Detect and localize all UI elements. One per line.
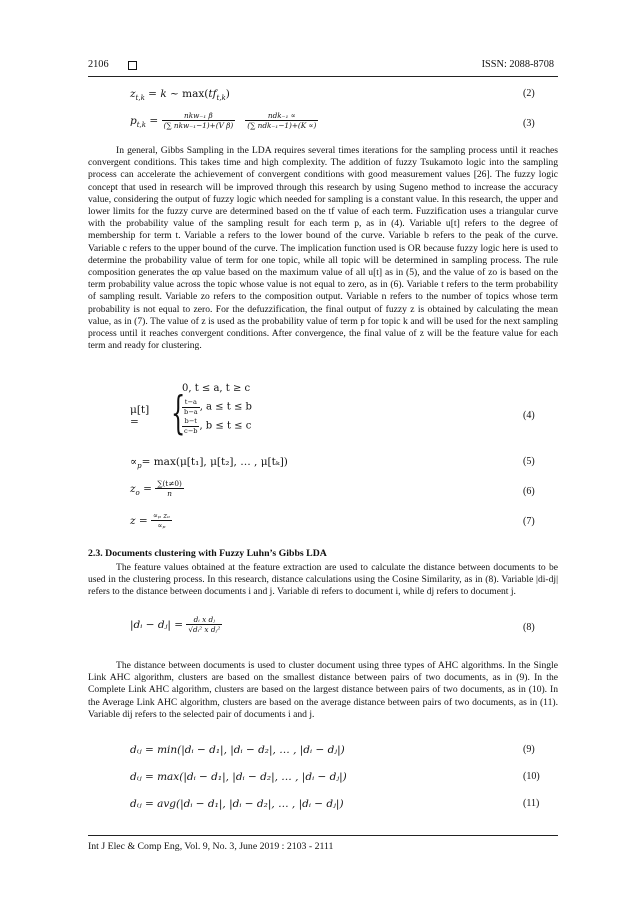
section-title: 2.3. Documents clustering with Fuzzy Luhn’s Gibbs LDA — [88, 548, 327, 559]
eq6-numerator: ∑(t≠0) — [157, 479, 182, 488]
eq3-lhs-sub: t,k — [136, 120, 147, 129]
eq6-fraction — [155, 480, 184, 498]
eq4-case3-den: c−b — [184, 426, 198, 435]
eq10-expression: dᵢⱼ = max(|dᵢ − d₁|, |dᵢ − d₂|, … , |dᵢ − dⱼ|) — [130, 771, 347, 783]
eq4-lhs: μ[t] = — [130, 404, 150, 428]
eq2-tf-sub: t,k — [216, 94, 226, 103]
eq8-denominator — [186, 625, 222, 633]
eq7-lhs: z = — [130, 514, 152, 527]
paragraph-fuzzy-sampling — [88, 145, 558, 352]
eq4-case2-den: b−a — [184, 407, 198, 416]
eq3-f1-denominator: (∑ nkw₋₁−1)+(V β) — [163, 121, 234, 131]
page-footer: Int J Elec & Comp Eng, Vol. 9, No. 3, June 2019 : 2103 - 2111 — [88, 841, 334, 852]
eq4-case2-cond: , a ≤ t ≤ b — [199, 401, 252, 413]
eq3-lhs: p — [130, 114, 137, 127]
eq2-tf: tf — [208, 88, 217, 100]
eq7-numerator: ∝ₚ zₒ — [153, 511, 170, 520]
eq10-number: (10) — [523, 771, 540, 782]
eq4-cases — [182, 383, 332, 434]
page-header — [88, 59, 554, 75]
eq3-f2-denominator: (∑ ndk₋₁−1)+(K ∝) — [247, 121, 317, 131]
eq2-number: (2) — [523, 88, 535, 99]
page-number: 2106 — [88, 59, 109, 70]
eq5-number: (5) — [523, 456, 535, 467]
paragraph-distance — [88, 562, 558, 599]
issn-label: ISSN: 2088-8708 — [481, 59, 554, 70]
eq9-number: (9) — [523, 744, 535, 755]
eq7-denominator: ∝ₚ — [157, 521, 166, 531]
paragraph-3-text: The distance between documents is used to cluster document using three types of AHC algorithms. In the Single Link AHC algorithm, clusters are based on the smallest distance between pairs of two documents, as in (9). In the Complete Link AHC algorithm, clusters are based on the largest distance between pairs of two documents, as in (10). In the Average Link AHC algorithm, clusters are based on the average distance between pairs of two documents, as in (11). Variable dij refers to the selected pair of documents i and j. — [88, 660, 558, 720]
eq2-max: ~ max( — [166, 88, 209, 100]
eq11-number: (11) — [523, 798, 540, 809]
eq6-lhs: z — [130, 482, 136, 495]
eq4-case-1: 0, t ≤ a, t ≥ c — [182, 383, 251, 394]
eq3-fraction-2 — [245, 112, 318, 130]
eq8-denominator-text: dᵢ² x dⱼ² — [193, 625, 221, 635]
eq4-case-2-fraction — [182, 399, 200, 415]
eq4-case-2 — [182, 399, 332, 415]
paragraph-2-text: The feature values obtained at the feature extraction are used to calculate the distance between documents to be used in the clustering process. In this research, distance calculations using the Cosine Similarity, as in (8). Variable |di-dj| refers to the distance between documents i and j. Variable di refers to document i, while dj refers to document j. — [88, 562, 558, 598]
eq11-expression: dᵢⱼ = avg(|dᵢ − d₁|, |dᵢ − d₂|, … , |dᵢ − dⱼ|) — [130, 798, 344, 810]
eq8-number: (8) — [523, 622, 535, 633]
eq8-fraction — [186, 616, 222, 634]
eq3-f2-numerator: ndk₋₁ ∝ — [245, 112, 318, 121]
eq3-number: (3) — [523, 118, 535, 129]
eq4-case3-num: b−t — [182, 418, 199, 427]
eq2-lhs: z — [130, 88, 136, 100]
square-bullet-icon — [128, 61, 137, 70]
eq4-case3-cond: , b ≤ t ≤ c — [199, 420, 252, 432]
eq2-close: ) — [225, 88, 230, 100]
eq4-number: (4) — [523, 410, 535, 421]
eq6-denominator: n — [167, 489, 172, 499]
eq4-case-3-fraction — [182, 418, 199, 434]
eq7-number: (7) — [523, 516, 535, 527]
eq6-number: (6) — [523, 486, 535, 497]
header-rule — [88, 76, 558, 77]
eq9-expression: dᵢⱼ = min(|dᵢ − d₁|, |dᵢ − d₂|, … , |dᵢ − dⱼ|) — [130, 744, 345, 756]
eq2-equals: = — [144, 88, 161, 100]
left-brace-icon: { — [171, 386, 186, 439]
eq3-equals: = — [146, 114, 162, 127]
eq2-k: k — [160, 88, 167, 100]
eq5-rhs: = max(μ[t₁], μ[t₂], … , μ[tₖ]) — [141, 456, 288, 468]
paragraph-1-text: In general, Gibbs Sampling in the LDA requires several times iterations for the sampling process until it reaches convergent conditions. This takes time and high complexity. The addition of fuzzy Tsukamoto logic into the sampling process can accelerate the achievement of convergent conditions with good measurement values [26]. The fuzzy logic concept that used in research will be improved through this research by using Sugeno method to increase the accuracy value, considering the output of fuzzy logic which needed for sampling is a constant value. In this research, the upper and lower limits for the fuzzy curve are determined based on the tf value of each term. Fuzzification uses a triangular curve with the probability value of the sampling result for each term p, as in (4). Variable u[t] refers to the degree of membership for term t. Variable a refers to the lower bound of the curve. Variable b refers to the peak of the curve. Variable c refers to the upper bound of the curve. The implication function used is OR because fuzzy logic here is used to determine the probability value of term for one topic, while all topic will be determined in sampling process. The rule composition generates the αp value based on the maximum value of all u[t] as in (5), and the value of zo is based on the term probability value across the topic whose value is not equal to zero, as in (6). Variable t refers to the term probability of sampling result. Variable zo refers to the composition output. Variable n refers to the number of topics whose term probability is not equal to zero. For the defuzzification, the final output of fuzzy z is obtained by calculating the mean value, as in (7). The value of z is used as the probability value of term p for topic k and will be used for the next sampling process until it reaches convergent conditions. After convergence, the final value of z will be the feature value for each term and ready for clustering. — [88, 145, 558, 352]
eq8-lhs: |dᵢ − dⱼ| = — [130, 618, 187, 631]
eq4-case2-num: t−a — [182, 399, 200, 408]
paragraph-ahc — [88, 660, 558, 721]
eq6-lhs-sub: o — [135, 488, 140, 497]
sqrt-icon: √ — [188, 625, 194, 635]
eq8-numerator: dᵢ x dⱼ — [186, 616, 222, 625]
footer-rule — [88, 835, 558, 836]
eq5-lhs: ∝ — [130, 456, 138, 468]
eq3-f1-numerator: nkw₋₁ β — [162, 112, 236, 121]
eq4-case-3 — [182, 418, 332, 434]
eq2-lhs-sub: t,k — [135, 94, 145, 103]
eq6-equals: = — [139, 482, 156, 495]
eq5-lhs-sub: p — [137, 462, 142, 471]
eq7-fraction — [151, 512, 172, 530]
eq3-fraction-1 — [162, 112, 236, 130]
